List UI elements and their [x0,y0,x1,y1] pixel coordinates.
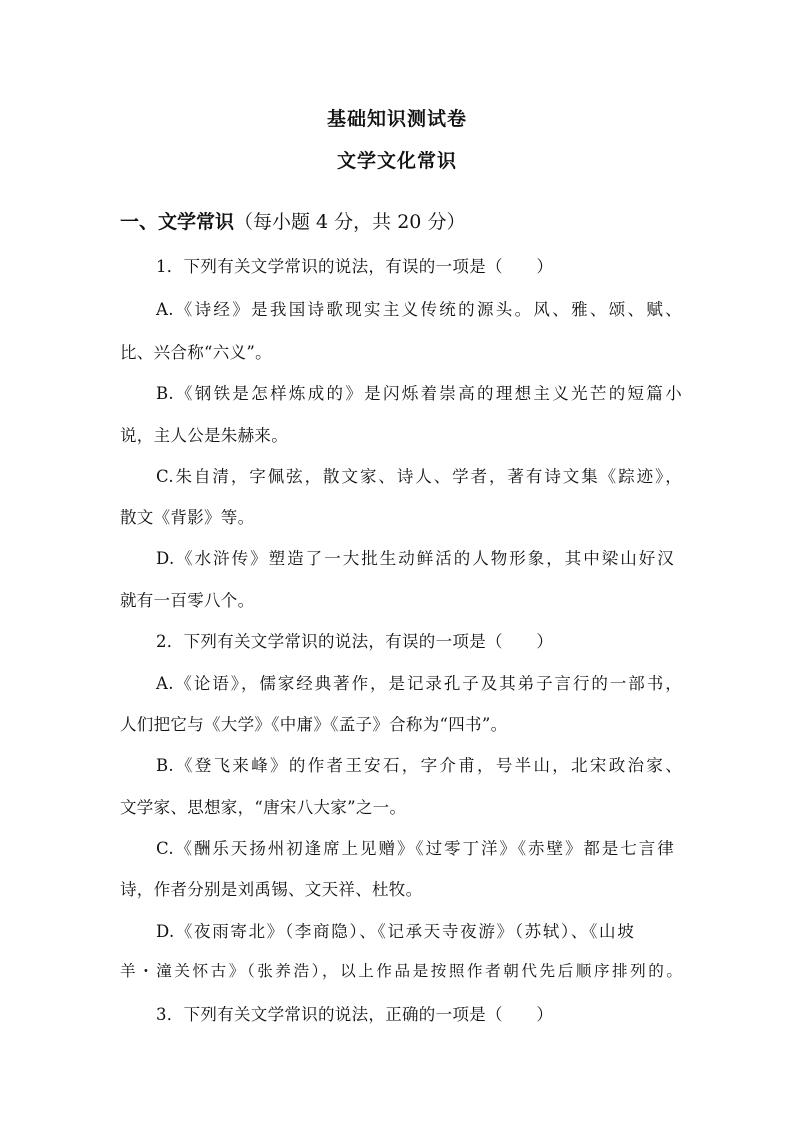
question-2-stem: 2．下列有关文学常识的说法，有误的一项是（ ） [156,632,554,651]
document-subtitle: 文学文化常识 [336,150,457,172]
question-2-option-b: B.《登飞来峰》的作者王安石，字介甫，号半山，北宋政治家、 [156,756,682,775]
question-2-option-d-cont: 羊・潼关怀古》（张养浩），以上作品是按照作者朝代先后顺序排列的。 [120,962,682,980]
question-1-option-c: C.朱自清，字佩弦，散文家、诗人、学者，著有诗文集《踪迹》， [156,467,682,486]
question-2-option-c-cont: 诗，作者分别是刘禹锡、文天祥、杜牧。 [120,880,423,899]
question-2-option-d: D.《夜雨寄北》（李商隐）、《记承天寺夜游》（苏轼）、《山坡 [156,922,634,941]
question-1-option-d: D.《水浒传》塑造了一大批生动鲜活的人物形象，其中梁山好汉 [156,549,674,568]
question-1-stem: 1．下列有关文学常识的说法，有误的一项是（ ） [156,257,554,276]
question-1-option-a: A.《诗经》是我国诗歌现实主义传统的源头。风、雅、颂、赋、 [156,300,682,319]
question-2-option-c: C.《酬乐天扬州初逢席上见赠》《过零丁洋》《赤壁》都是七言律 [156,839,674,858]
question-1-option-c-cont: 散文《背影》等。 [120,508,255,527]
question-2-option-a: A.《论语》，儒家经典著作，是记录孔子及其弟子言行的一部书， [156,674,682,693]
section-title: 一、文学常识 [120,211,235,233]
section-heading [120,207,465,234]
document-title: 基础知识测试卷 [326,108,467,130]
question-2-option-b-cont: 文学家、思想家，“唐宋八大家”之一。 [120,798,407,817]
section-score-note: （每小题 4 分，共 20 分） [234,211,466,233]
question-2-option-a-cont: 人们把它与《大学》《中庸》《孟子》合称为“四书”。 [120,715,508,734]
question-1-option-a-cont: 比、兴合称“六义”。 [120,343,272,362]
question-3-stem: 3．下列有关文学常识的说法，正确的一项是（ ） [156,1005,554,1024]
question-1-option-b-cont: 说，主人公是朱赫来。 [120,426,288,445]
question-1-option-d-cont: 就有一百零八个。 [120,591,255,610]
question-1-option-b: B.《钢铁是怎样炼成的》是闪烁着崇高的理想主义光芒的短篇小 [156,384,682,403]
